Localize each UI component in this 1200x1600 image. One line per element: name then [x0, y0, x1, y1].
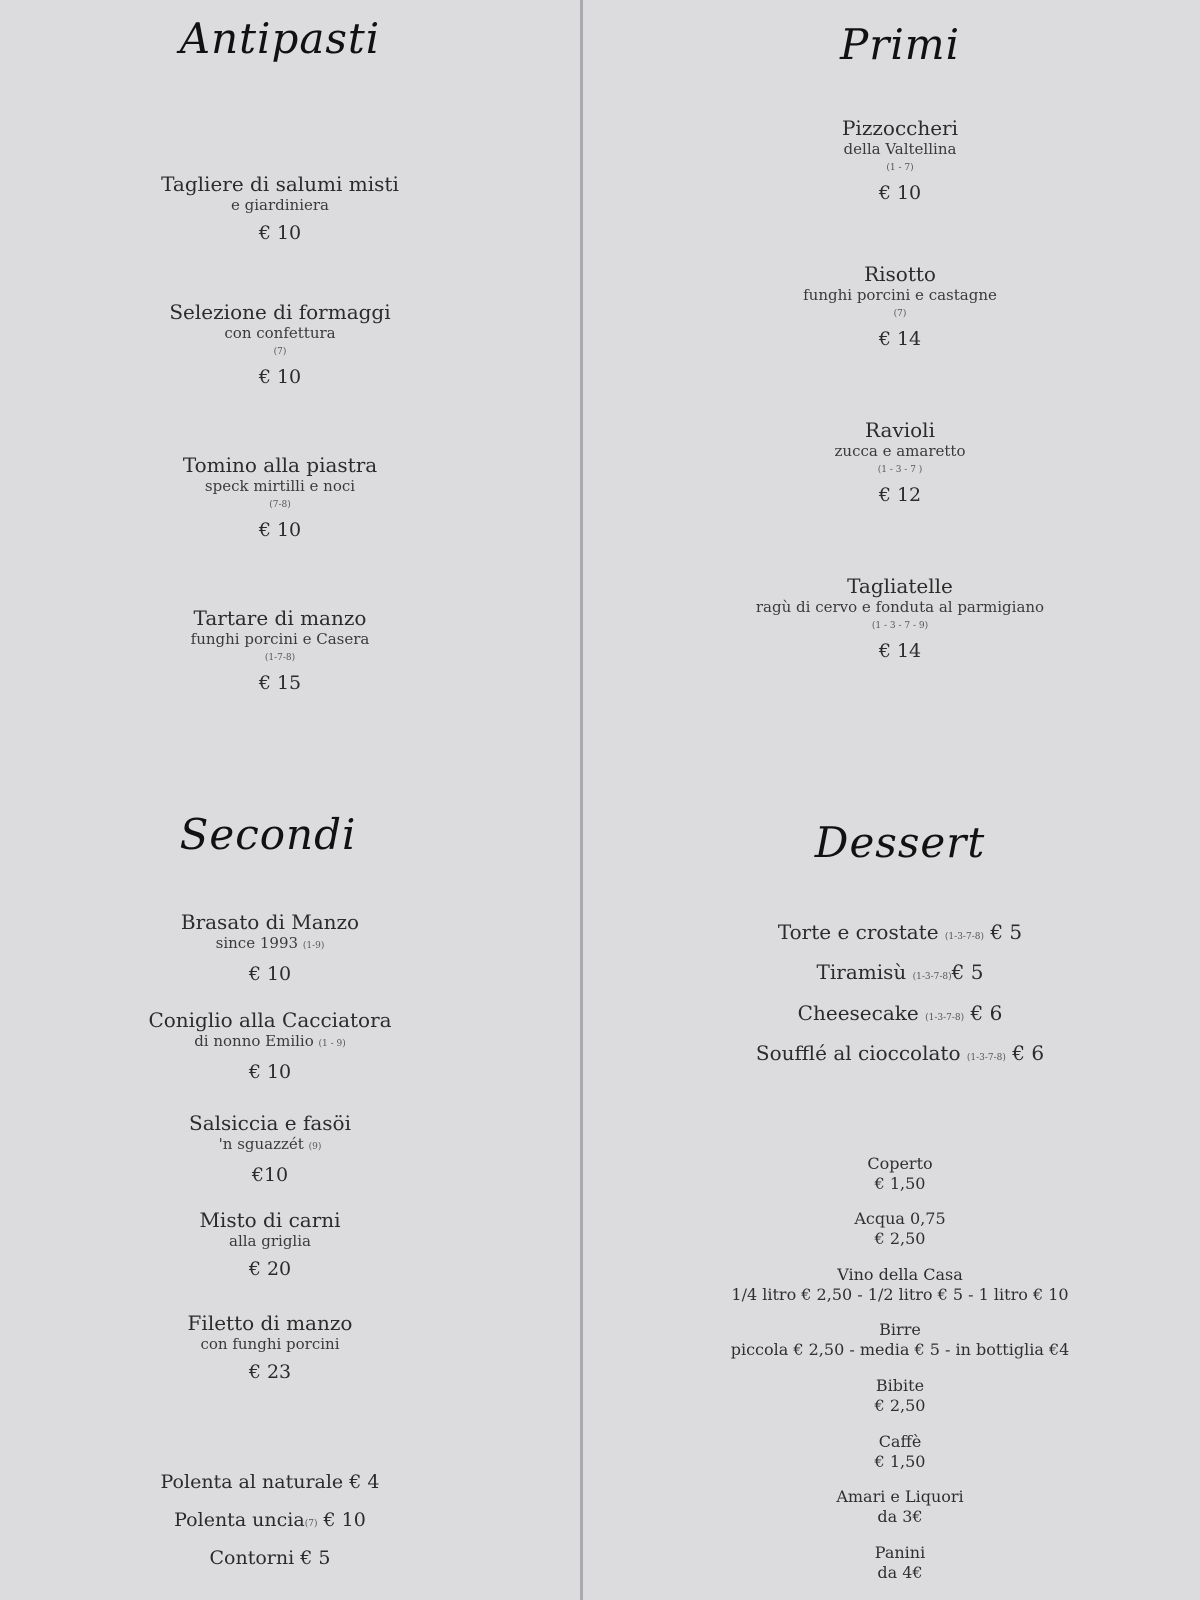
- extra-label: Amari e Liquori: [836, 1487, 964, 1506]
- item-name: Tomino alla piastra: [182, 453, 378, 477]
- side-name: Polenta al naturale: [160, 1471, 344, 1493]
- extra-value: € 2,50: [874, 1396, 926, 1415]
- extra-label: Bibite: [875, 1376, 925, 1395]
- dessert-name: Tiramisù: [816, 960, 907, 984]
- item-name: Risotto: [864, 262, 936, 286]
- side-price: € 4: [349, 1471, 380, 1493]
- item-name: Tagliere di salumi misti: [161, 172, 399, 196]
- item-name: Brasato di Manzo: [180, 910, 360, 934]
- antipasti-heading: Antipasti: [179, 14, 381, 63]
- dessert-name: Torte e crostate: [777, 920, 939, 944]
- item-price: € 10: [878, 182, 922, 204]
- item-price: € 10: [248, 1061, 292, 1083]
- menu-item: [600, 418, 1200, 507]
- item-name: Tartare di manzo: [193, 606, 367, 630]
- menu-item: [0, 300, 560, 389]
- item-name: Coniglio alla Cacciatora: [148, 1008, 392, 1032]
- dessert-price: € 5: [951, 960, 984, 984]
- dessert-item: [600, 1001, 1200, 1030]
- right-column: [600, 0, 1200, 1600]
- item-description: e giardiniera: [230, 196, 329, 214]
- extra-item: [600, 1320, 1200, 1360]
- item-allergens: (1 - 3 - 7 ): [877, 465, 923, 475]
- menu-item: [0, 1208, 550, 1281]
- item-description: [0, 1032, 550, 1054]
- item-price: € 10: [258, 222, 302, 244]
- dessert-heading: Dessert: [814, 818, 986, 867]
- item-description-text: 'n sguazzét: [218, 1135, 304, 1153]
- item-allergens: (1 - 3 - 7 - 9): [871, 621, 929, 631]
- dessert-price: € 5: [990, 920, 1023, 944]
- extra-value: € 1,50: [874, 1174, 926, 1193]
- extra-label: Acqua 0,75: [854, 1209, 946, 1228]
- extra-value: € 2,50: [874, 1229, 926, 1248]
- menu-item: [0, 606, 560, 695]
- extra-label: Panini: [874, 1543, 926, 1562]
- dessert-price: € 6: [1012, 1041, 1045, 1065]
- extra-item: [600, 1376, 1200, 1416]
- item-allergens: (9): [308, 1142, 322, 1152]
- extra-label: Coperto: [867, 1154, 933, 1173]
- item-allergens: (1-7-8): [264, 653, 296, 663]
- extra-item: [600, 1154, 1200, 1194]
- item-allergens: (7-8): [269, 500, 291, 510]
- menu-item: [0, 1008, 550, 1084]
- extra-item: [600, 1543, 1200, 1583]
- menu-item: [600, 116, 1200, 205]
- item-price: €10: [251, 1164, 289, 1186]
- item-description: [0, 934, 550, 956]
- side-item: [0, 1508, 550, 1536]
- item-allergens: (1-9): [302, 941, 325, 951]
- dessert-price: € 6: [970, 1001, 1003, 1025]
- item-name: Ravioli: [865, 418, 935, 442]
- side-allergens: (7): [304, 1519, 318, 1529]
- item-description: zucca e amaretto: [834, 442, 966, 460]
- item-price: € 10: [258, 366, 302, 388]
- item-name: Tagliatelle: [847, 574, 953, 598]
- menu-item: [600, 262, 1200, 351]
- item-description-text: since 1993: [215, 934, 299, 952]
- dessert-item: [600, 960, 1200, 989]
- side-item: [0, 1470, 550, 1494]
- item-allergens: (1 - 7): [886, 163, 914, 173]
- item-description: alla griglia: [229, 1232, 311, 1250]
- extra-value: 1/4 litro € 2,50 - 1/2 litro € 5 - 1 litro € 10: [731, 1285, 1069, 1304]
- item-allergens: (7): [893, 309, 907, 319]
- side-item: [0, 1546, 550, 1570]
- dessert-allergens: (1-3-7-8): [925, 1013, 965, 1023]
- extra-value: da 3€: [877, 1507, 923, 1526]
- extra-item: [600, 1432, 1200, 1472]
- item-description: [0, 1135, 550, 1157]
- dessert-allergens: (1-3-7-8): [944, 932, 984, 942]
- primi-heading: Primi: [839, 20, 961, 69]
- left-column: [0, 0, 560, 1600]
- menu-item: [0, 172, 560, 245]
- dessert-item: [600, 920, 1200, 949]
- column-divider: [580, 0, 583, 1600]
- item-description: speck mirtilli e noci: [204, 477, 356, 495]
- side-price: € 10: [323, 1509, 366, 1531]
- dessert-allergens: (1-3-7-8): [912, 972, 952, 982]
- item-price: € 14: [878, 328, 922, 350]
- item-description: funghi porcini e Casera: [190, 630, 370, 648]
- extra-item: [600, 1487, 1200, 1527]
- item-name: Misto di carni: [199, 1208, 341, 1232]
- dessert-name: Soufflé al cioccolato: [755, 1041, 961, 1065]
- menu-item: [0, 453, 560, 542]
- item-allergens: (7): [273, 347, 287, 357]
- menu-item: [0, 1111, 550, 1187]
- item-price: € 12: [878, 484, 922, 506]
- item-description-text: di nonno Emilio: [194, 1032, 314, 1050]
- extra-label: Birre: [879, 1320, 921, 1339]
- item-description: con confettura: [224, 324, 336, 342]
- item-price: € 15: [258, 672, 302, 694]
- item-allergens: (1 - 9): [318, 1039, 346, 1049]
- item-price: € 23: [248, 1361, 292, 1383]
- secondi-heading: Secondi: [179, 810, 357, 859]
- item-name: Pizzoccheri: [841, 116, 959, 140]
- menu-item: [0, 1311, 550, 1384]
- item-name: Filetto di manzo: [187, 1311, 353, 1335]
- item-description: ragù di cervo e fonduta al parmigiano: [755, 598, 1045, 616]
- item-price: € 10: [248, 963, 292, 985]
- item-description: con funghi porcini: [200, 1335, 340, 1353]
- extra-label: Caffè: [878, 1432, 922, 1451]
- extra-label: Vino della Casa: [837, 1265, 963, 1284]
- menu-item: [0, 910, 550, 986]
- item-price: € 20: [248, 1258, 292, 1280]
- dessert-name: Cheesecake: [797, 1001, 919, 1025]
- dessert-item: [600, 1041, 1200, 1070]
- side-price: € 5: [300, 1547, 331, 1569]
- extra-item: [600, 1265, 1200, 1305]
- item-price: € 14: [878, 640, 922, 662]
- side-name: Contorni: [209, 1547, 295, 1569]
- item-price: € 10: [258, 519, 302, 541]
- extra-value: € 1,50: [874, 1452, 926, 1471]
- extra-value: piccola € 2,50 - media € 5 - in bottiglia €4: [730, 1340, 1070, 1359]
- item-name: Salsiccia e fasöi: [189, 1111, 351, 1135]
- item-description: della Valtellina: [843, 140, 957, 158]
- side-name: Polenta uncia: [174, 1509, 305, 1531]
- dessert-allergens: (1-3-7-8): [966, 1053, 1006, 1063]
- item-description: funghi porcini e castagne: [803, 286, 997, 304]
- menu-item: [600, 574, 1200, 663]
- extra-value: da 4€: [877, 1563, 923, 1582]
- extra-item: [600, 1209, 1200, 1249]
- item-name: Selezione di formaggi: [169, 300, 391, 324]
